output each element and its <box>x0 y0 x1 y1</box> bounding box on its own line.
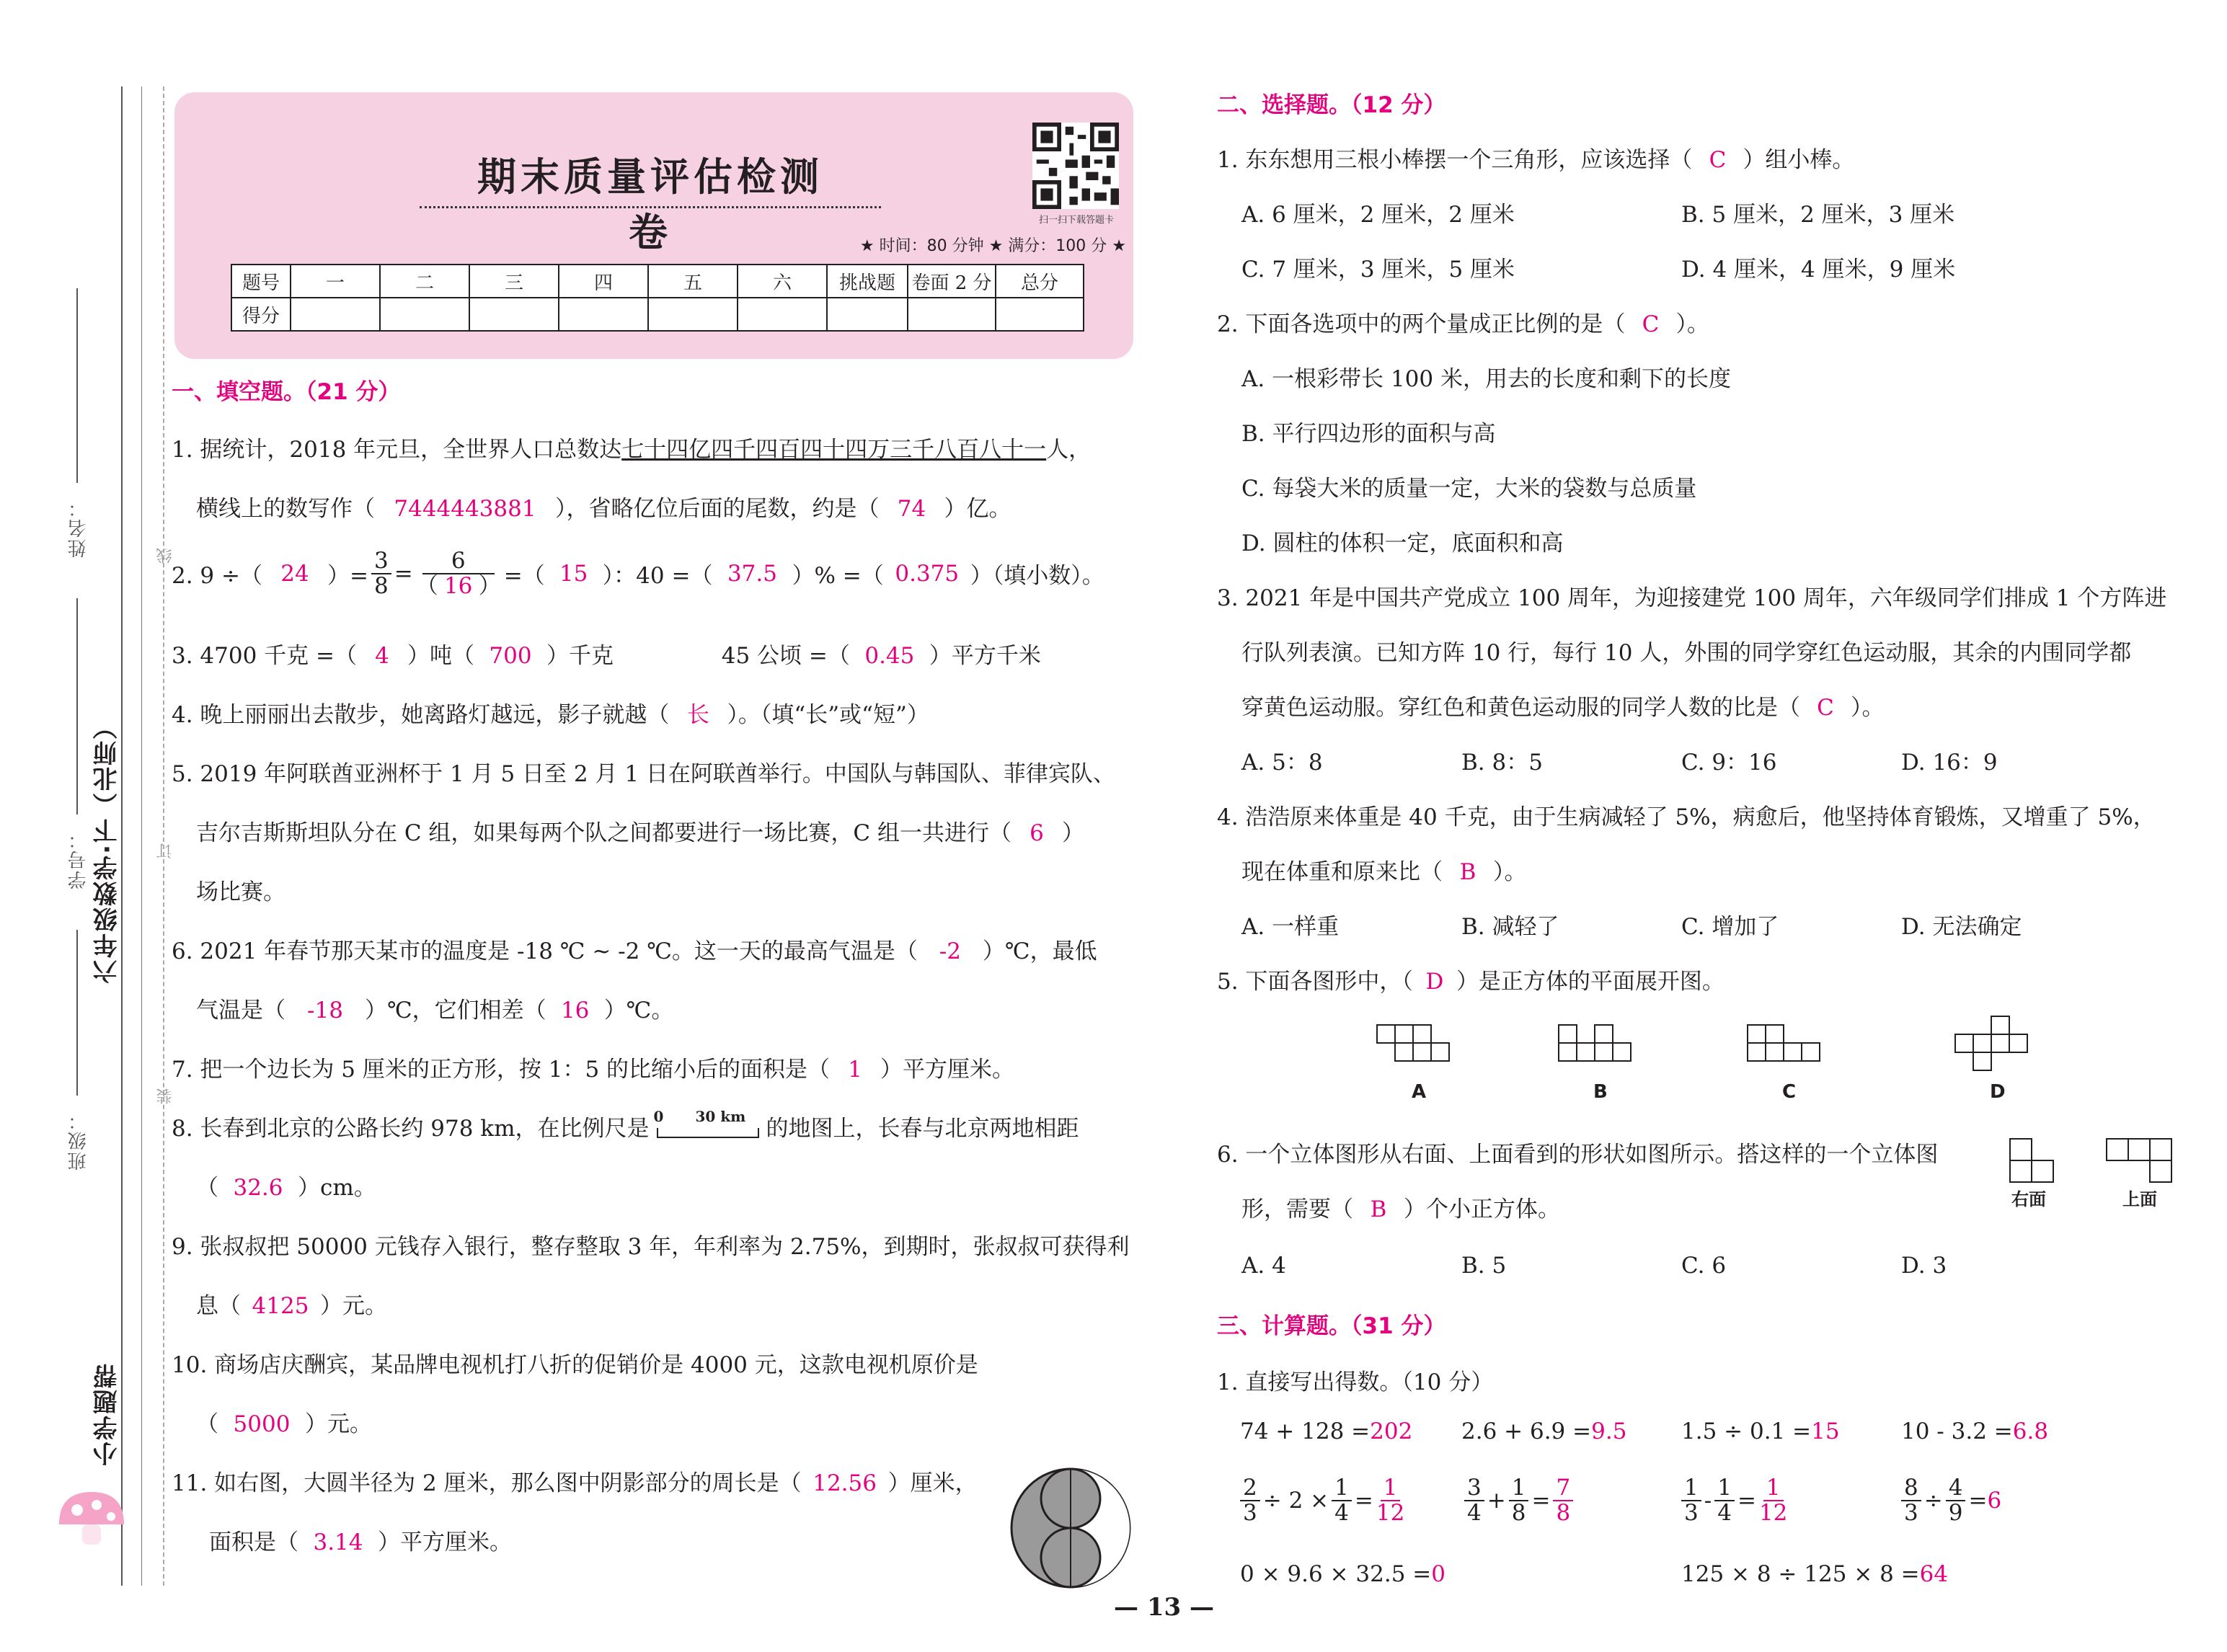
answer: C <box>1817 695 1834 721</box>
q1-underlined-number: 七十四亿四千四百四十四万三千八百八十一 <box>621 437 1047 463</box>
score-header-cell: 三 <box>469 265 559 298</box>
answer: 3.14 <box>313 1529 363 1555</box>
calc-item: 2.6 + 6.9 =9.5 <box>1461 1418 1627 1444</box>
answer: 0 <box>1431 1561 1445 1587</box>
answer: $\frac{7}{8}$ <box>1553 1476 1573 1524</box>
page-number: — 13 — <box>1114 1593 1214 1622</box>
s2-q4-option[interactable]: C. 增加了 <box>1681 914 1779 940</box>
score-cell[interactable] <box>559 298 648 331</box>
answer: 6 <box>1987 1487 2002 1514</box>
cube-net-label-c: C <box>1782 1081 1797 1103</box>
score-cell[interactable] <box>996 298 1084 331</box>
s2-q1-option[interactable]: A. 6 厘米，2 厘米，2 厘米 <box>1241 202 1515 228</box>
s2-q1: 1. 东东想用三根小棒摆一个三角形，应该选择（ C ）组小棒。 <box>1217 147 1855 173</box>
score-header-cell: 一 <box>291 265 380 298</box>
s2-q4-line1: 4. 浩浩原来体重是 40 千克，由于生病减轻了 5%，病愈后，他坚持体育锻炼，又增重了 5%， <box>1217 804 2156 830</box>
s2-q6-option[interactable]: A. 4 <box>1241 1253 1286 1279</box>
class-label: 班级： <box>68 1110 89 1171</box>
answer: 16 <box>560 998 590 1023</box>
s2-q1-option[interactable]: C. 7 厘米，3 厘米，5 厘米 <box>1241 257 1515 283</box>
score-header-cell: 卷面 2 分 <box>908 265 996 298</box>
top-view-icon <box>2105 1137 2177 1188</box>
q10-line1: 10. 商场店庆酬宾，某品牌电视机打八折的促销价是 4000 元，这款电视机原价是 <box>172 1352 978 1378</box>
s2-q6-line2: 形，需要（ B ）个小正方体。 <box>1241 1196 1560 1222</box>
s2-q3-option[interactable]: B. 8：5 <box>1461 750 1543 776</box>
score-cell[interactable] <box>738 298 827 331</box>
title-underline <box>420 206 881 208</box>
score-header-cell: 挑战题 <box>827 265 908 298</box>
q8-line2: （ 32.6 ）cm。 <box>196 1175 376 1201</box>
cube-net-b-icon <box>1557 1023 1644 1067</box>
name-line <box>76 288 78 483</box>
fraction: $\frac{6}{( 16 )}$ <box>415 548 501 599</box>
s2-q6-option[interactable]: D. 3 <box>1901 1253 1947 1279</box>
q2-line: 2. 9 ÷（ 24 ）= $\frac{3}{8}$ = $\frac{6}{( 16 )}$ =（ 15 ）：40 =（ 37.5 ）% =（ 0.375 ）（填小数）。 <box>172 548 1104 599</box>
score-header-cell: 总分 <box>996 265 1084 298</box>
right-view-icon <box>2009 1137 2059 1188</box>
s2-q3-line1: 3. 2021 年是中国共产党成立 100 周年，为迎接建党 100 周年，六年级同学们排成 1 个方阵进 <box>1217 585 2167 611</box>
calc-item: $\frac{3}{4}$ + $\frac{1}{8}$ = $\frac{7}{8}$ <box>1461 1476 1576 1524</box>
score-row-label: 得分 <box>231 298 291 331</box>
answer: C <box>1642 311 1660 337</box>
s2-q4-option[interactable]: B. 减轻了 <box>1461 914 1559 940</box>
s2-q2-option[interactable]: D. 圆柱的体积一定，底面积和高 <box>1241 530 1564 556</box>
class-line <box>76 930 78 1096</box>
qr-code-icon[interactable] <box>1032 123 1119 209</box>
shaded-circle-figure <box>1006 1463 1135 1593</box>
score-cell[interactable] <box>827 298 908 331</box>
answer: 0.375 <box>895 560 960 587</box>
answer: 1 <box>848 1057 862 1083</box>
bind-mark-zhuang: 装 <box>156 1088 174 1104</box>
q11-line1: 11. 如右图，大圆半径为 2 厘米，那么图中阴影部分的周长是（ 12.56 ）厘米， <box>172 1470 978 1496</box>
id-label: 学号： <box>68 829 89 889</box>
answer: B <box>1370 1196 1387 1222</box>
scale-zero: 0 <box>653 1107 664 1125</box>
answer: 15 <box>559 560 588 587</box>
score-cell[interactable] <box>908 298 996 331</box>
answer: 24 <box>280 560 309 587</box>
q1-line1: 1. 据统计，2018 年元旦，全世界人口总数达七十四亿四千四百四十四万三千八百八十一人， <box>172 437 1092 463</box>
answer: 6.8 <box>2012 1418 2049 1444</box>
cube-net-label-d: D <box>1990 1081 2006 1103</box>
s2-q2-option[interactable]: A. 一根彩带长 100 米，用去的长度和剩下的长度 <box>1241 366 1731 392</box>
q4-line: 4. 晚上丽丽出去散步，她离路灯越远，影子就越（ 长 ）。（填“长”或“短”） <box>172 696 929 729</box>
course-label: 六年级数学·下（北师） <box>93 714 122 984</box>
score-cell[interactable] <box>648 298 738 331</box>
answer: 0.45 <box>864 643 915 669</box>
score-header-cell: 题号 <box>231 265 291 298</box>
answer: C <box>1709 147 1727 173</box>
s2-q6-option[interactable]: C. 6 <box>1681 1253 1727 1279</box>
fraction: $\frac{3}{8}$ <box>371 549 391 598</box>
answer: 74 <box>897 496 926 522</box>
answer: 5000 <box>233 1411 291 1437</box>
bind-mark-ding: 订 <box>156 843 174 859</box>
score-table-header-row <box>231 265 1084 298</box>
name-label: 姓名： <box>68 497 89 558</box>
binding-dashed-line <box>163 86 164 1586</box>
binding-line-inner <box>141 86 142 1586</box>
score-header-cell: 六 <box>738 265 827 298</box>
answer: 202 <box>1370 1418 1413 1444</box>
s2-q4-line2: 现在体重和原来比（ B ）。 <box>1241 859 1527 885</box>
s2-q3-line3: 穿黄色运动服。穿红色和黄色运动服的同学人数的比是（ C ）。 <box>1241 695 1885 721</box>
answer: 37.5 <box>727 560 777 587</box>
mushroom-logo-icon <box>52 1485 131 1550</box>
calc-item: 1.5 ÷ 0.1 =15 <box>1681 1418 1840 1444</box>
exam-meta: ★ 时间：80 分钟 ★ 满分：100 分 ★ <box>859 237 1126 255</box>
score-table <box>231 264 1084 332</box>
calc-item: 10 - 3.2 =6.8 <box>1901 1418 2049 1444</box>
s2-q6-line1: 6. 一个立体图形从右面、上面看到的形状如图所示。搭这样的一个立体图 <box>1217 1142 1939 1168</box>
s2-q3-line2: 行队列表演。已知方阵 10 行，每行 10 人，外围的同学穿红色运动服，其余的内围同学都 <box>1241 640 2132 666</box>
answer: -18 <box>307 998 343 1023</box>
s2-q2-option[interactable]: C. 每袋大米的质量一定，大米的袋数与总质量 <box>1241 476 1697 502</box>
cube-net-c-icon <box>1746 1023 1833 1067</box>
bind-mark-xian: 线 <box>156 548 174 564</box>
top-view-label: 上面 <box>2122 1189 2157 1209</box>
answer: 9.5 <box>1591 1418 1627 1444</box>
s2-q1-option[interactable]: B. 5 厘米，2 厘米，3 厘米 <box>1681 202 1955 228</box>
q5-line2: 吉尔吉斯斯坦队分在 C 组，如果每两个队之间都要进行一场比赛，C 组一共进行（ 6 ） <box>196 820 1084 846</box>
answer: 15 <box>1811 1418 1840 1444</box>
section1-title: 一、填空题。（21 分） <box>172 379 401 405</box>
score-cell[interactable] <box>380 298 469 331</box>
answer: $\frac{1}{12}$ <box>1376 1475 1405 1526</box>
qr-caption: 扫一扫下载答题卡 <box>1038 215 1114 226</box>
section3-title: 三、计算题。（31 分） <box>1217 1313 1446 1339</box>
scale-30km: 30 km <box>695 1107 746 1125</box>
s2-q3-option[interactable]: A. 5：8 <box>1241 750 1323 776</box>
q9-line2: 息（ 4125 ）元。 <box>196 1293 387 1319</box>
scale-bar <box>653 1107 762 1141</box>
q11-line2: 面积是（ 3.14 ）平方厘米。 <box>209 1529 512 1555</box>
s2-q3-option[interactable]: D. 16：9 <box>1901 750 1998 776</box>
q9-line1: 9. 张叔叔把 50000 元钱存入银行，整存整取 3 年，年利率为 2.75%，到期时，张叔叔可获得利 <box>172 1234 1130 1260</box>
q10-line2: （ 5000 ）元。 <box>196 1411 372 1437</box>
answer: 12.56 <box>813 1470 877 1496</box>
q6-line1: 6. 2021 年春节那天某市的温度是 -18 ℃ ~ -2 ℃。这一天的最高气温是（ -2 ）℃，最低 <box>172 938 1097 964</box>
cube-net-a-icon <box>1376 1023 1462 1067</box>
answer: 16 <box>443 572 473 599</box>
cube-net-label-a: A <box>1412 1081 1427 1103</box>
q1-line2: 横线上的数写作（ 7444443881 ），省略亿位后面的尾数，约是（ 74 ）亿。 <box>196 496 1011 522</box>
cube-net-label-b: B <box>1593 1081 1608 1103</box>
answer: 4 <box>375 643 389 669</box>
q7-line: 7. 把一个边长为 5 厘米的正方形，按 1：5 的比缩小后的面积是（ 1 ）平方厘米。 <box>172 1057 1015 1083</box>
header-card <box>174 92 1133 359</box>
q3-line: 3. 4700 千克 =（ 4 ）吨（ 700 ）千克 45 公顷 =（ 0.45 ）平方千米 <box>172 643 1041 669</box>
answer: $\frac{1}{12}$ <box>1758 1475 1788 1526</box>
s2-q6-option[interactable]: B. 5 <box>1461 1253 1507 1279</box>
s2-q5: 5. 下面各图形中，（ D ）是正方体的平面展开图。 <box>1217 969 1725 995</box>
calc-item: 74 + 128 =202 <box>1240 1418 1413 1444</box>
score-header-cell: 五 <box>648 265 738 298</box>
answer: 长 <box>686 702 709 728</box>
score-table-score-row <box>231 298 1084 331</box>
score-cell[interactable] <box>291 298 380 331</box>
page-title: 期末质量评估检测卷 <box>477 154 823 255</box>
s2-q2-option[interactable]: B. 平行四边形的面积与高 <box>1241 421 1496 447</box>
s2-q3-option[interactable]: C. 9：16 <box>1681 750 1777 776</box>
calc-item: 0 × 9.6 × 32.5 =0 <box>1240 1561 1445 1587</box>
score-header-cell: 四 <box>559 265 648 298</box>
q6-line2: 气温是（ -18 ）℃，它们相差（ 16 ）℃。 <box>196 998 674 1023</box>
score-cell[interactable] <box>469 298 559 331</box>
s3-q1-title: 1. 直接写出得数。（10 分） <box>1217 1369 1494 1395</box>
brand-label: 小学题帮 <box>93 1362 122 1466</box>
answer: 32.6 <box>233 1175 283 1201</box>
cube-net-d-icon <box>1954 1015 2040 1080</box>
right-view-label: 右面 <box>2011 1189 2046 1209</box>
section2-title: 二、选择题。（12 分） <box>1217 92 1446 118</box>
calc-item: $\frac{1}{3}$ - $\frac{1}{4}$ = $\frac{1}{12}$ <box>1678 1476 1790 1524</box>
s2-q2: 2. 下面各选项中的两个量成正比例的是（ C ）。 <box>1217 311 1709 337</box>
score-header-cell: 二 <box>380 265 469 298</box>
q5-line1: 5. 2019 年阿联酋亚洲杯于 1 月 5 日至 2 月 1 日在阿联酋举行。中国队与韩国队、菲律宾队、 <box>172 761 1115 787</box>
answer: 64 <box>1919 1561 1949 1587</box>
q5-line3: 场比赛。 <box>196 879 285 905</box>
s2-q4-option[interactable]: D. 无法确定 <box>1901 914 2022 940</box>
id-line <box>76 598 78 814</box>
answer: -2 <box>939 938 961 964</box>
answer: 700 <box>489 643 532 669</box>
s2-q1-option[interactable]: D. 4 厘米，4 厘米，9 厘米 <box>1681 257 1956 283</box>
q8-line1: 8. 长春到北京的公路长约 978 km，在比例尺是 0 30 km 的地图上，长春与北京两地相距 <box>172 1107 1079 1142</box>
answer: D <box>1425 969 1444 995</box>
answer: 6 <box>1030 820 1044 846</box>
s2-q4-option[interactable]: A. 一样重 <box>1241 914 1340 940</box>
calc-item: $\frac{2}{3}$ ÷ 2 × $\frac{1}{4}$ = $\frac{1}{12}$ <box>1237 1476 1407 1524</box>
calc-item: $\frac{8}{3}$ ÷ $\frac{4}{9}$ = 6 <box>1898 1476 2001 1524</box>
answer: 7444443881 <box>394 496 536 522</box>
answer: 4125 <box>252 1293 309 1319</box>
calc-item: 125 × 8 ÷ 125 × 8 =64 <box>1681 1561 1949 1587</box>
answer: B <box>1459 859 1476 885</box>
